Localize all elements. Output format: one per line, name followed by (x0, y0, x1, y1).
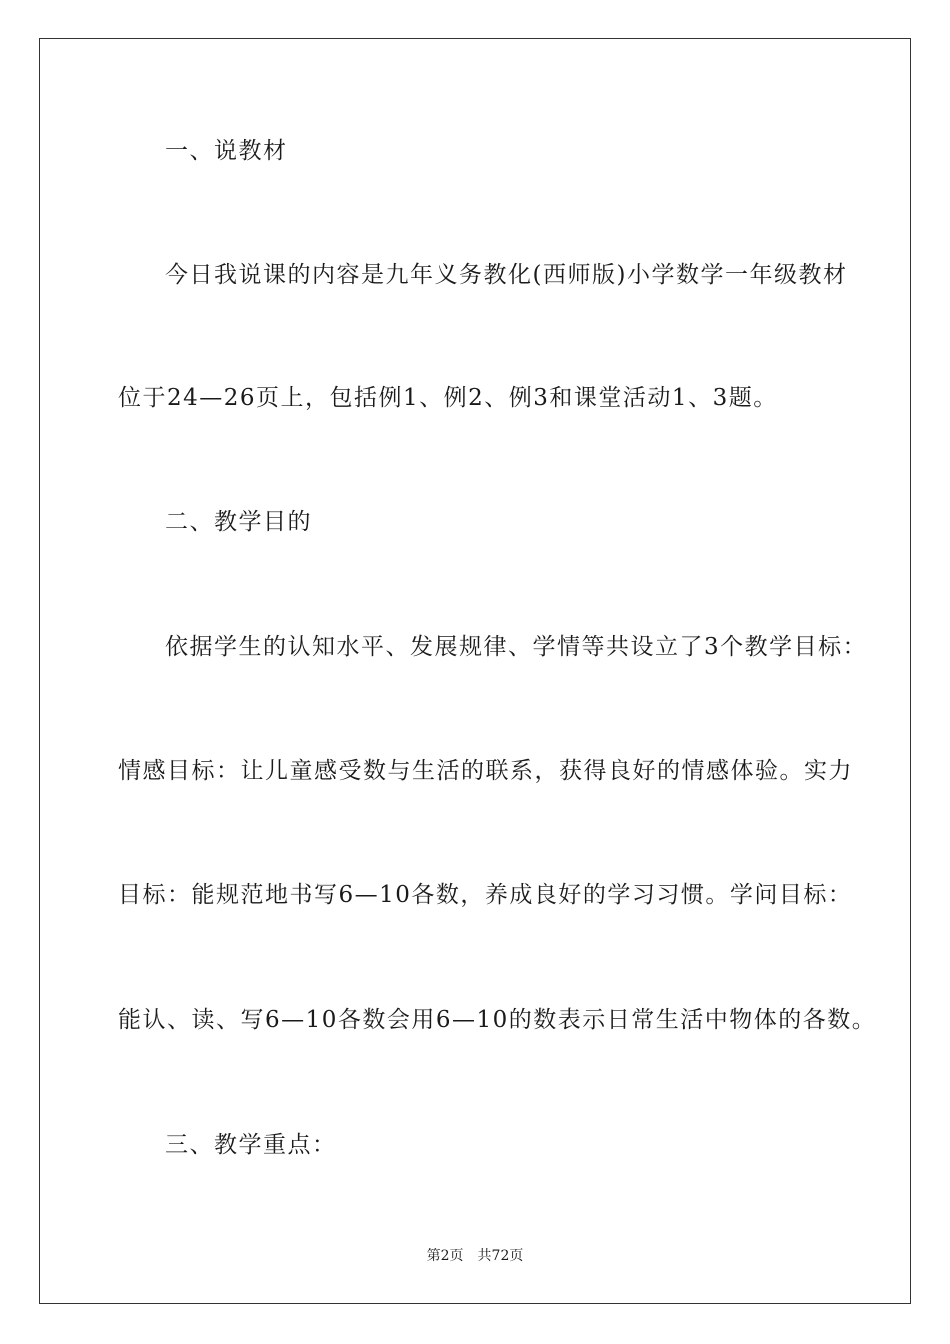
paragraph-line: 今日我说课的内容是九年义务教化(西师版)小学数学一年级教材 (165, 262, 848, 288)
section-heading-objectives: 二、教学目的 (165, 509, 312, 535)
page-number-total: 共72页 (477, 1248, 524, 1264)
page-footer (0, 1246, 950, 1266)
paragraph-line: 情感目标：让儿童感受数与生活的联系，获得良好的情感体验。实力 (118, 758, 853, 784)
paragraph-line: 目标：能规范地书写6—10各数，养成良好的学习习惯。学问目标： (118, 882, 853, 908)
paragraph-line: 依据学生的认知水平、发展规律、学情等共设立了3个教学目标： (165, 634, 868, 660)
page-border (39, 38, 911, 1304)
section-heading-textbook: 一、说教材 (165, 138, 288, 164)
paragraph-line: 位于24—26页上，包括例1、例2、例3和课堂活动1、3题。 (118, 385, 778, 411)
section-heading-key-points: 三、教学重点： (165, 1132, 337, 1158)
paragraph-line: 能认、读、写6—10各数会用6—10的数表示日常生活中物体的各数。 (118, 1007, 877, 1033)
page-number-current: 第2页 (426, 1248, 464, 1264)
